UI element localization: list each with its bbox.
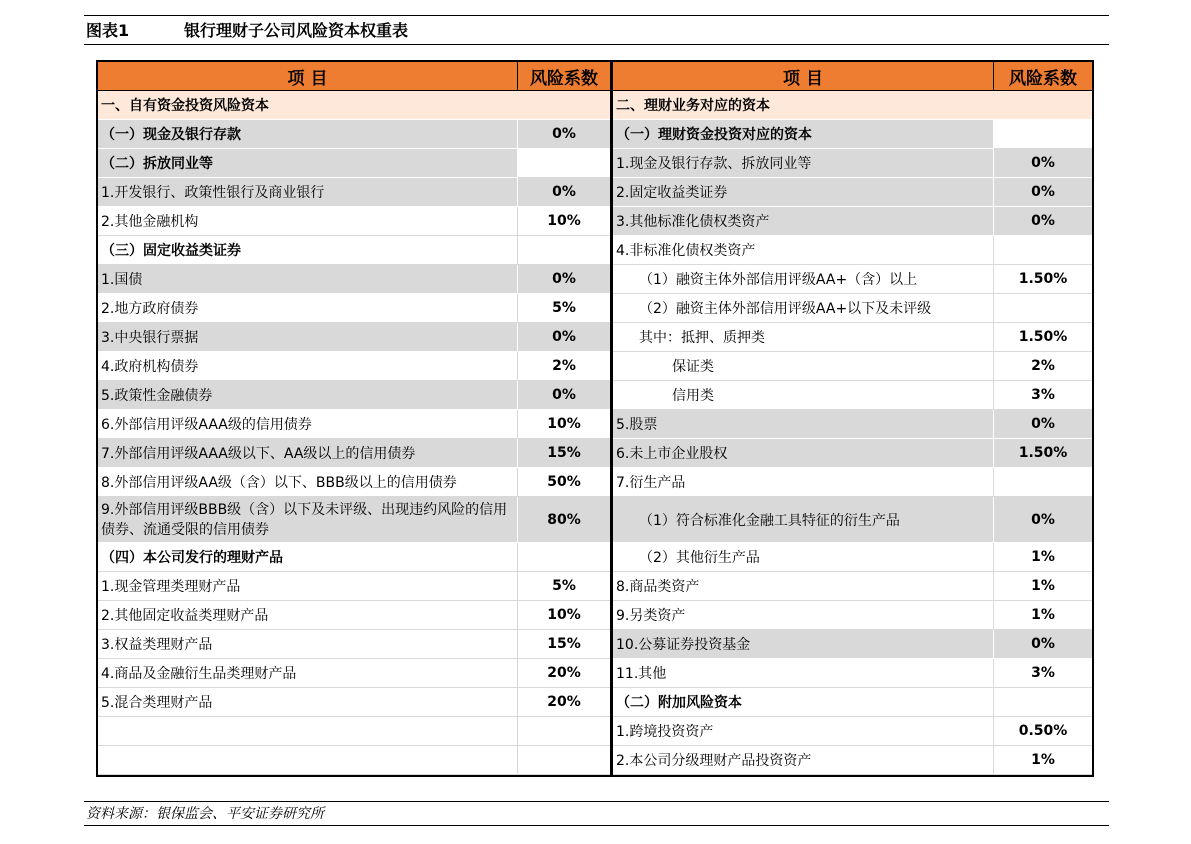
row-item: （一）理财资金投资对应的资本 — [613, 120, 994, 149]
row-item: 3.权益类理财产品 — [98, 630, 518, 659]
header-item: 项 目 — [613, 62, 994, 90]
row-coef: 2% — [994, 352, 1092, 381]
table-row — [613, 497, 1092, 543]
row-item: 5.股票 — [613, 410, 994, 439]
row-item: 2.地方政府债券 — [98, 294, 518, 323]
row-item: 2.其他固定收益类理财产品 — [98, 601, 518, 630]
table-row — [613, 572, 1092, 601]
table-row — [98, 120, 610, 149]
row-item: （四）本公司发行的理财产品 — [98, 543, 518, 572]
row-item: （2）其他衍生产品 — [613, 543, 994, 572]
row-coef — [994, 236, 1092, 265]
row-item: 3.中央银行票据 — [98, 323, 518, 352]
row-item: （一）现金及银行存款 — [98, 120, 518, 149]
table-row — [613, 468, 1092, 497]
table-row — [613, 381, 1092, 410]
row-coef: 5% — [518, 294, 610, 323]
table-row — [98, 410, 610, 439]
row-coef: 0% — [994, 178, 1092, 207]
row-coef: 15% — [518, 439, 610, 468]
row-coef: 50% — [518, 468, 610, 497]
table-row — [98, 746, 610, 775]
row-coef — [518, 149, 610, 178]
row-item: （2）融资主体外部信用评级AA+以下及未评级 — [613, 294, 994, 323]
table-row — [98, 543, 610, 572]
row-item: 2.本公司分级理财产品投资资产 — [613, 746, 994, 775]
table-row — [613, 688, 1092, 717]
row-item: 1.国债 — [98, 265, 518, 294]
row-item: （1）融资主体外部信用评级AA+（含）以上 — [613, 265, 994, 294]
row-item: （二）拆放同业等 — [98, 149, 518, 178]
table-row — [613, 746, 1092, 775]
row-coef: 20% — [518, 659, 610, 688]
row-coef — [518, 543, 610, 572]
row-item: 2.其他金融机构 — [98, 207, 518, 236]
table-row — [98, 323, 610, 352]
left-table-header — [98, 62, 610, 91]
row-coef: 0% — [518, 265, 610, 294]
row-coef: 1% — [994, 572, 1092, 601]
table-row — [613, 659, 1092, 688]
table-row — [98, 572, 610, 601]
row-item — [98, 717, 518, 746]
table-row — [98, 381, 610, 410]
table-row — [98, 601, 610, 630]
section-title: 一、自有资金投资风险资本 — [98, 91, 610, 120]
row-coef: 1% — [994, 543, 1092, 572]
row-item-text: 9.外部信用评级BBB级（含）以下及未评级、出现违约风险的信用债券、流通受限的信用债券 — [101, 501, 508, 538]
row-item: 7.外部信用评级AAA级以下、AA级以上的信用债券 — [98, 439, 518, 468]
row-coef: 0% — [994, 149, 1092, 178]
row-item — [98, 497, 518, 543]
row-item: （三）固定收益类证券 — [98, 236, 518, 265]
table-row — [613, 149, 1092, 178]
row-item: 1.现金管理类理财产品 — [98, 572, 518, 601]
header-item: 项 目 — [98, 62, 518, 90]
table-row — [613, 601, 1092, 630]
table-row — [613, 630, 1092, 659]
row-item: 7.衍生产品 — [613, 468, 994, 497]
table-row — [613, 717, 1092, 746]
figure-title: 银行理财子公司风险资本权重表 — [184, 21, 409, 40]
row-coef — [518, 236, 610, 265]
row-item: 11.其他 — [613, 659, 994, 688]
table-row — [613, 323, 1092, 352]
row-item: 5.政策性金融债券 — [98, 381, 518, 410]
row-item: 1.现金及银行存款、拆放同业等 — [613, 149, 994, 178]
table-row — [613, 178, 1092, 207]
row-item: 信用类 — [613, 381, 994, 410]
table-row — [98, 439, 610, 468]
row-item: 1.开发银行、政策性银行及商业银行 — [98, 178, 518, 207]
row-item: 6.未上市企业股权 — [613, 439, 994, 468]
header-coef: 风险系数 — [1009, 68, 1077, 89]
table-row — [98, 630, 610, 659]
row-item: 5.混合类理财产品 — [98, 688, 518, 717]
figure-label: 图表1 — [86, 21, 130, 40]
section-title: 二、理财业务对应的资本 — [613, 91, 1092, 120]
table-row — [98, 178, 610, 207]
row-coef: 0% — [994, 630, 1092, 659]
row-coef: 1.50% — [994, 439, 1092, 468]
row-item: 10.公募证券投资基金 — [613, 630, 994, 659]
table-row — [98, 352, 610, 381]
row-item: （1）符合标准化金融工具特征的衍生产品 — [613, 497, 994, 543]
source-rule-top — [84, 801, 1109, 802]
table-row — [98, 497, 610, 543]
source-rule-bottom — [84, 825, 1109, 826]
row-coef: 0.50% — [994, 717, 1092, 746]
row-coef: 0% — [518, 120, 610, 149]
row-coef: 0% — [518, 178, 610, 207]
table-row — [98, 717, 610, 746]
right-table — [611, 60, 1094, 777]
row-coef — [994, 468, 1092, 497]
row-coef: 0% — [518, 323, 610, 352]
row-item: 保证类 — [613, 352, 994, 381]
right-table-header — [613, 62, 1092, 91]
table-row — [613, 352, 1092, 381]
row-coef — [518, 717, 610, 746]
row-item — [98, 746, 518, 775]
row-coef: 10% — [518, 207, 610, 236]
row-coef: 3% — [994, 659, 1092, 688]
row-coef: 15% — [518, 630, 610, 659]
table-row — [98, 294, 610, 323]
row-coef — [994, 120, 1092, 149]
row-item: 8.商品类资产 — [613, 572, 994, 601]
row-coef: 1% — [994, 601, 1092, 630]
row-item: （二）附加风险资本 — [613, 688, 994, 717]
row-coef: 0% — [994, 410, 1092, 439]
left-table — [96, 60, 612, 777]
row-coef: 0% — [994, 207, 1092, 236]
table-row — [98, 207, 610, 236]
row-coef: 80% — [518, 497, 610, 543]
row-item: 1.跨境投资资产 — [613, 717, 994, 746]
title-rule-top — [84, 15, 1109, 16]
table-row — [98, 688, 610, 717]
row-coef — [994, 688, 1092, 717]
row-coef: 1.50% — [994, 265, 1092, 294]
row-item: 9.另类资产 — [613, 601, 994, 630]
table-row — [98, 468, 610, 497]
row-coef — [994, 294, 1092, 323]
source-note: 资料来源：银保监会、平安证券研究所 — [86, 806, 324, 822]
table-row — [98, 659, 610, 688]
row-item: 2.固定收益类证券 — [613, 178, 994, 207]
table-row — [613, 294, 1092, 323]
table-row — [98, 236, 610, 265]
row-coef: 1.50% — [994, 323, 1092, 352]
row-item: 8.外部信用评级AA级（含）以下、BBB级以上的信用债券 — [98, 468, 518, 497]
row-coef: 10% — [518, 601, 610, 630]
row-item: 6.外部信用评级AAA级的信用债券 — [98, 410, 518, 439]
row-item: 其中：抵押、质押类 — [613, 323, 994, 352]
row-item: 4.商品及金融衍生品类理财产品 — [98, 659, 518, 688]
table-row — [98, 149, 610, 178]
row-item: 3.其他标准化债权类资产 — [613, 207, 994, 236]
row-coef: 5% — [518, 572, 610, 601]
header-coef: 风险系数 — [530, 68, 598, 89]
row-coef: 2% — [518, 352, 610, 381]
row-coef: 0% — [994, 497, 1092, 543]
row-item: 4.政府机构债券 — [98, 352, 518, 381]
table-row — [98, 265, 610, 294]
title-rule-bottom — [84, 44, 1109, 45]
row-coef: 1% — [994, 746, 1092, 775]
row-coef: 0% — [518, 381, 610, 410]
table-row — [613, 120, 1092, 149]
table-row — [613, 439, 1092, 468]
table-row — [613, 207, 1092, 236]
row-coef: 3% — [994, 381, 1092, 410]
row-coef: 20% — [518, 688, 610, 717]
row-coef — [518, 746, 610, 775]
row-coef: 10% — [518, 410, 610, 439]
table-row — [613, 543, 1092, 572]
row-item: 4.非标准化债权类资产 — [613, 236, 994, 265]
table-row — [613, 410, 1092, 439]
table-row — [613, 236, 1092, 265]
table-row — [613, 265, 1092, 294]
